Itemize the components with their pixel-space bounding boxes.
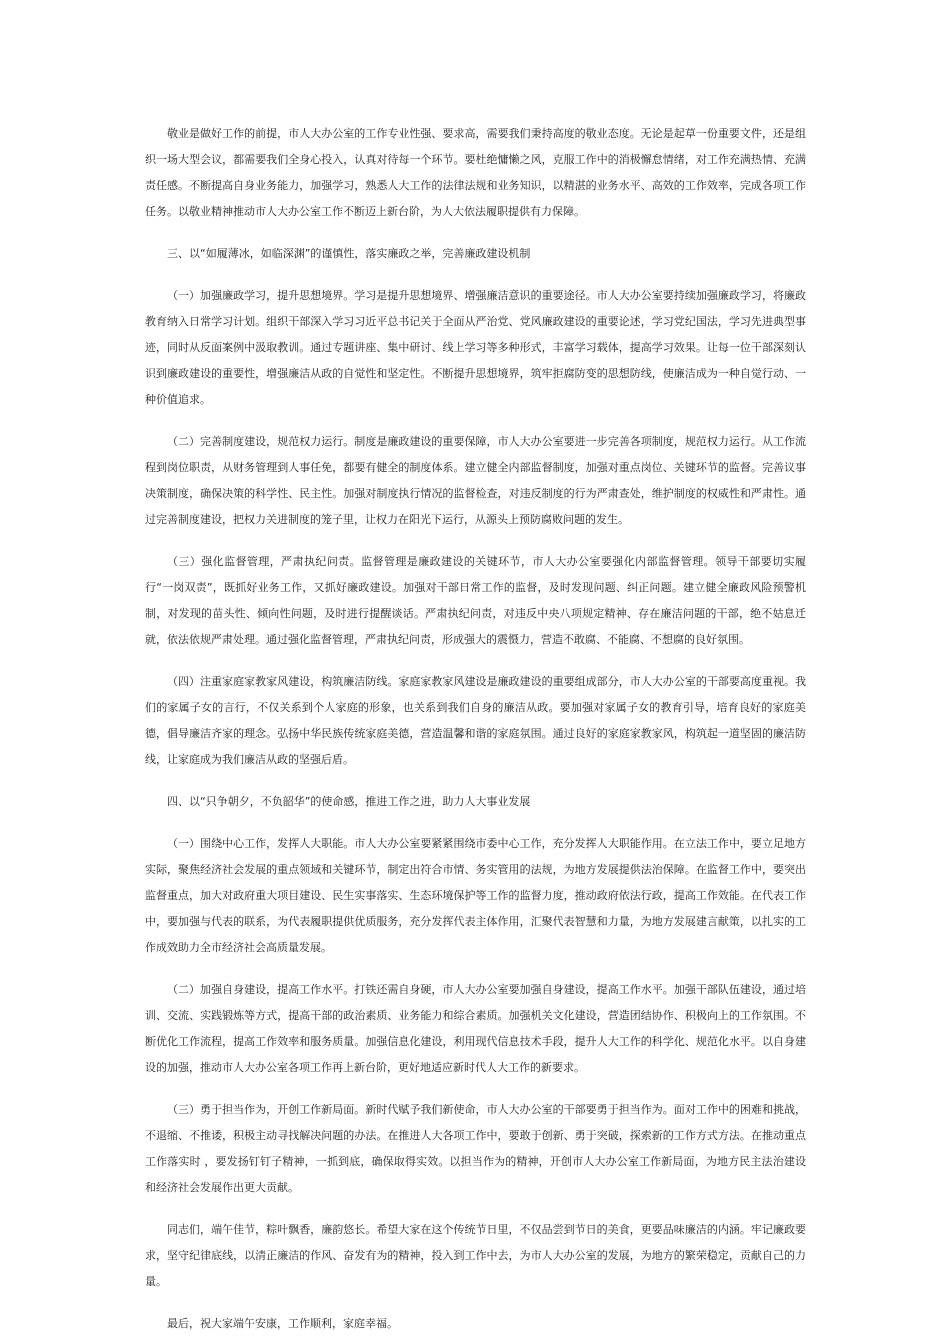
paragraph-3-4: （四）注重家庭家教家风建设，构筑廉洁防线。家庭家教家风建设是廉政建设的重要组成部分，市人大办公室的干部要高度重视。我们的家属子女的言行，不仅关系到个人家庭的形象，也关系到我们自身的廉洁从政。要加强对家属子女的教育引导，培育良好的家庭美德，倡导廉洁齐家的理念。弘扬中华民族传统家庭美德，营造温馨和谐的家庭氛围。通过良好的家庭家教家风，构筑起一道坚固的廉洁防线，让家庭成为我们廉洁从政的坚强后盾。 — [145, 675, 806, 766]
paragraph-4-3: （三）勇于担当作为，开创工作新局面。新时代赋予我们新使命，市人大办公室的干部要勇于担当作为。面对工作中的困难和挑战，不退缩、不推诿，积极主动寻找解决问题的办法。在推进人大各项工作中，要敢于创新、勇于突破，探索新的工作方式方法。在推动重点工作落实时 ，要发扬钉钉子精神，一抓到底，确保取得实效。以担当作为的精神，开创市人大办公室工作新局面，为地方民主法治建设和经济社会发展作出更大贡献。 — [145, 1103, 806, 1194]
section-heading-4: 四、以“只争朝夕，不负韶华”的使命感，推进工作之进，助力人大事业发展 — [167, 795, 531, 808]
paragraph-3-2: （二）完善制度建设，规范权力运行。制度是廉政建设的重要保障，市人大办公室要进一步完善各项制度，规范权力运行。从工作流程到岗位职责，从财务管理到人事任免，都要有健全的制度体系。建立健全内部监督制度，加强对重点岗位、关键环节的监督。完善议事决策制度，确保决策的科学性、民主性。加强对制度执行情况的监督检查，对违反制度的行为严肃查处，维护制度的权威性和严肃性。通过完善制度建设，把权力关进制度的笼子里，让权力在阳光下运行，从源头上预防腐败问题的发生。 — [145, 435, 806, 526]
paragraph-3-1: （一）加强廉政学习，提升思想境界。学习是提升思想境界、增强廉洁意识的重要途径。市人大办公室要持续加强廉政学习，将廉政教育纳入日常学习计划。组织干部深入学习习近平总书记关于全面从严治党、党风廉政建设的重要论述，学习党纪国法，学习先进典型事迹，同时从反面案例中汲取教训。通过专题讲座、集中研讨、线上学习等多种形式，丰富学习载体，提高学习效果。让每一位干部深刻认识到廉政建设的重要性，增强廉洁从政的自觉性和坚定性。不断提升思想境界，筑牢拒腐防变的思想防线，使廉洁成为一种自觉行动、一种价值追求。 — [145, 289, 806, 406]
document-body — [145, 121, 806, 1337]
paragraph-4-1: （一）围绕中心工作，发挥人大职能。市人大办公室要紧紧围绕市委中心工作，充分发挥人大职能作用。在立法工作中，要立足地方实际，聚焦经济社会发展的重点领域和关键环节，制定出符合市情、务实管用的法规，为地方发展提供法治保障。在监督工作中，要突出监督重点，加大对政府重大项目建设、民生实事落实、生态环境保护等工作的监督力度，推动政府依法行政，提高工作效能。在代表工作中，要加强与代表的联系，为代表履职提供优质服务，充分发挥代表主体作用，汇聚代表智慧和力量，为地方发展建言献策，以扎实的工作成效助力全市经济社会高质量发展。 — [145, 837, 806, 954]
paragraph-4-2: （二）加强自身建设，提高工作水平。打铁还需自身硬，市人大办公室要加强自身建设，提高工作水平。加强干部队伍建设，通过培训、交流、实践锻炼等方式，提高干部的政治素质、业务能力和综合素质。加强机关文化建设，营造团结协作、积极向上的工作氛围。不断优化工作流程，提高工作效率和服务质量。加强信息化建设，利用现代信息技术手段，提升人大工作的科学化、规范化水平。以自身建设的加强，推动市人大办公室各项工作再上新台阶，更好地适应新时代人大工作的新要求。 — [145, 983, 806, 1074]
paragraph-dedication: 敬业是做好工作的前提，市人大办公室的工作专业性强、要求高，需要我们秉持高度的敬业态度。无论是起草一份重要文件，还是组织一场大型会议，都需要我们全身心投入，认真对待每一个环节。要杜绝慵懒之风，克服工作中的消极懈怠情绪，对工作充满热情、充满责任感。不断提高自身业务能力，加强学习，熟悉人大工作的法律法规和业务知识，以精湛的业务水平、高效的工作效率，完成各项工作任务。以敬业精神推动市人大办公室工作不断迈上新台阶，为人大依法履职提供有力保障。 — [145, 127, 806, 218]
paragraph-closing: 同志们，端午佳节，粽叶飘香，廉韵悠长。希望大家在这个传统节日里，不仅品尝到节日的美食，更要品味廉洁的内涵。牢记廉政要求，坚守纪律底线，以清正廉洁的作风、奋发有为的精神，投入到工作中去，为市人大办公室的发展，为地方的繁荣稳定，贡献自己的力量。 — [145, 1223, 806, 1288]
section-heading-3: 三、以“如履薄冰，如临深渊”的谨慎性，落实廉政之举，完善廉政建设机制 — [167, 247, 531, 260]
paragraph-3-3: （三）强化监督管理，严肃执纪问责。监督管理是廉政建设的关键环节，市人大办公室要强化内部监督管理。领导干部要切实履行“一岗双责”，既抓好业务工作，又抓好廉政建设。加强对干部日常工作的监督，及时发现问题、纠正问题。建立健全廉政风险预警机制，对发现的苗头性、倾向性问题，及时进行提醒谈话。严肃执纪问责，对违反中央八项规定精神、存在廉洁问题的干部，绝不姑息迁就，依法依规严肃处理。通过强化监督管理，严肃执纪问责，形成强大的震慑力，营造不敢腐、不能腐、不想腐的良好氛围。 — [145, 555, 806, 646]
paragraph-final-wishes: 最后，祝大家端午安康，工作顺利，家庭幸福。 — [167, 1317, 398, 1330]
